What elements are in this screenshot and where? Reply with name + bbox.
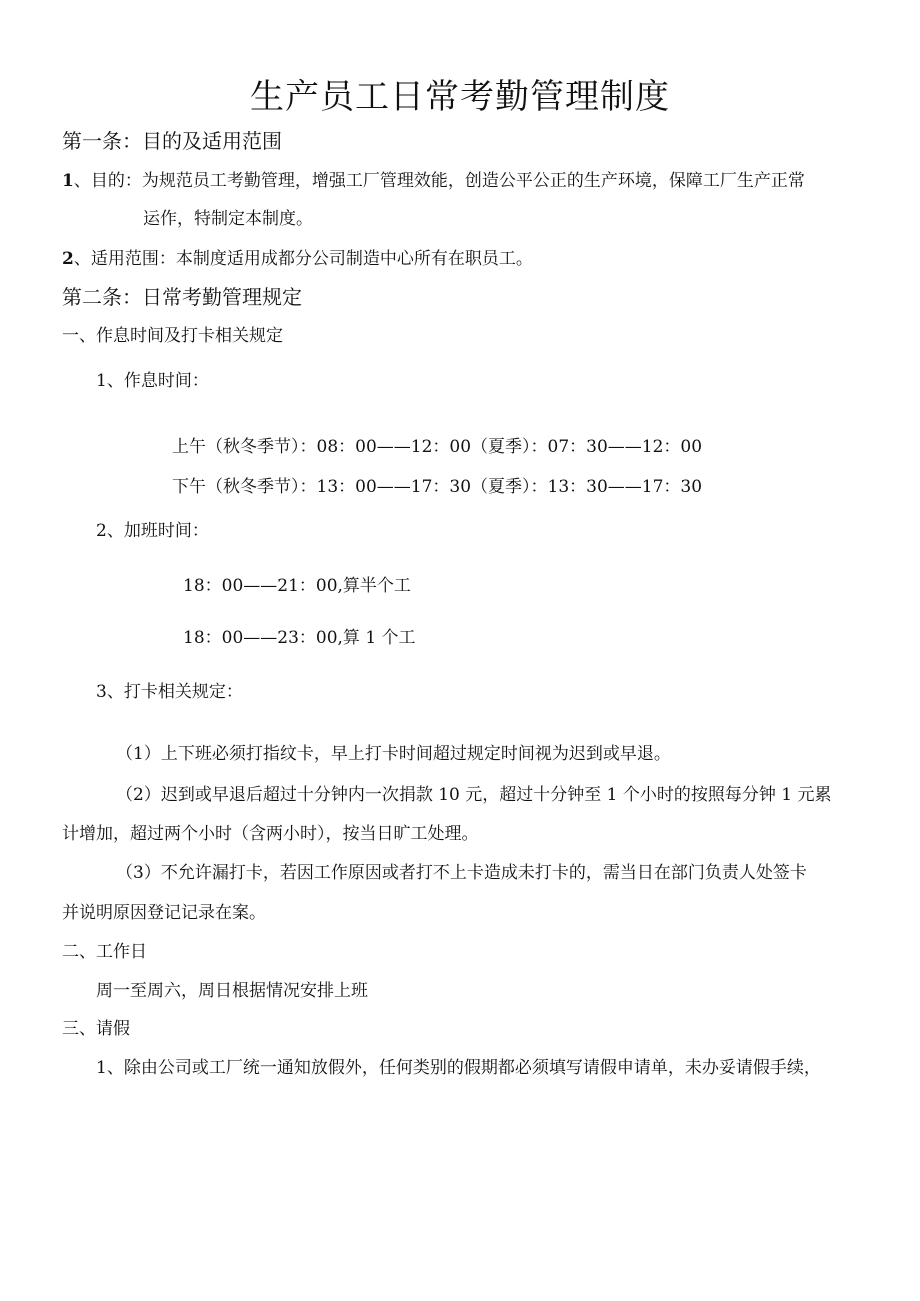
article-1-item-1-continuation: 运作，特制定本制度。 [143, 209, 313, 229]
rule-1: （1）上下班必须打指纹卡，早上打卡时间超过规定时间视为迟到或早退。 [116, 744, 671, 764]
section-3-heading: 三、请假 [62, 1019, 130, 1039]
rule-2-continuation: 计增加，超过两个小时（含两小时），按当日旷工处理。 [62, 824, 479, 844]
overtime-heading: 2、加班时间： [96, 521, 209, 541]
afternoon-hours: 下午（秋冬季节）：13：00——17：30（夏季）：13：30——17：30 [172, 477, 703, 497]
rule-2: （2）迟到或早退后超过十分钟内一次捐款 10 元，超过十分钟至 1 个小时的按照每分钟 1 元累 [116, 785, 832, 805]
workdays-text: 周一至周六，周日根据情况安排上班 [96, 981, 368, 1001]
article-1-item-1 [62, 173, 805, 190]
article-2-heading: 第二条：日常考勤管理规定 [62, 285, 302, 309]
work-hours-heading: 1、作息时间： [96, 371, 209, 391]
item-text: 、适用范围：本制度适用成都分公司制造中心所有在职员工。 [73, 249, 533, 269]
overtime-full-day: 18：00——23：00,算 1 个工 [183, 628, 416, 648]
section-2-heading: 二、工作日 [62, 942, 147, 962]
rule-3-continuation: 并说明原因登记记录在案。 [62, 903, 266, 923]
overtime-half-day: 18：00——21：00,算半个工 [183, 576, 411, 596]
article-1-item-2 [62, 251, 533, 268]
morning-hours: 上午（秋冬季节）：08：00——12：00（夏季）：07：30——12：00 [172, 437, 703, 457]
rule-3: （3）不允许漏打卡，若因工作原因或者打不上卡造成未打卡的，需当日在部门负责人处签卡 [116, 863, 807, 883]
clock-in-rules-heading: 3、打卡相关规定： [96, 682, 243, 702]
article-1-heading: 第一条：目的及适用范围 [62, 129, 282, 153]
item-text: 、目的：为规范员工考勤管理，增强工厂管理效能，创造公平公正的生产环境，保障工厂生产正常 [73, 171, 805, 191]
document-title: 生产员工日常考勤管理制度 [250, 77, 670, 117]
item-number: 1 [62, 171, 74, 191]
leave-item-1: 1、除由公司或工厂统一通知放假外，任何类别的假期都必须填写请假申请单，未办妥请假手续， [96, 1058, 821, 1078]
section-1-heading: 一、作息时间及打卡相关规定 [62, 326, 283, 346]
item-number: 2 [62, 249, 74, 269]
